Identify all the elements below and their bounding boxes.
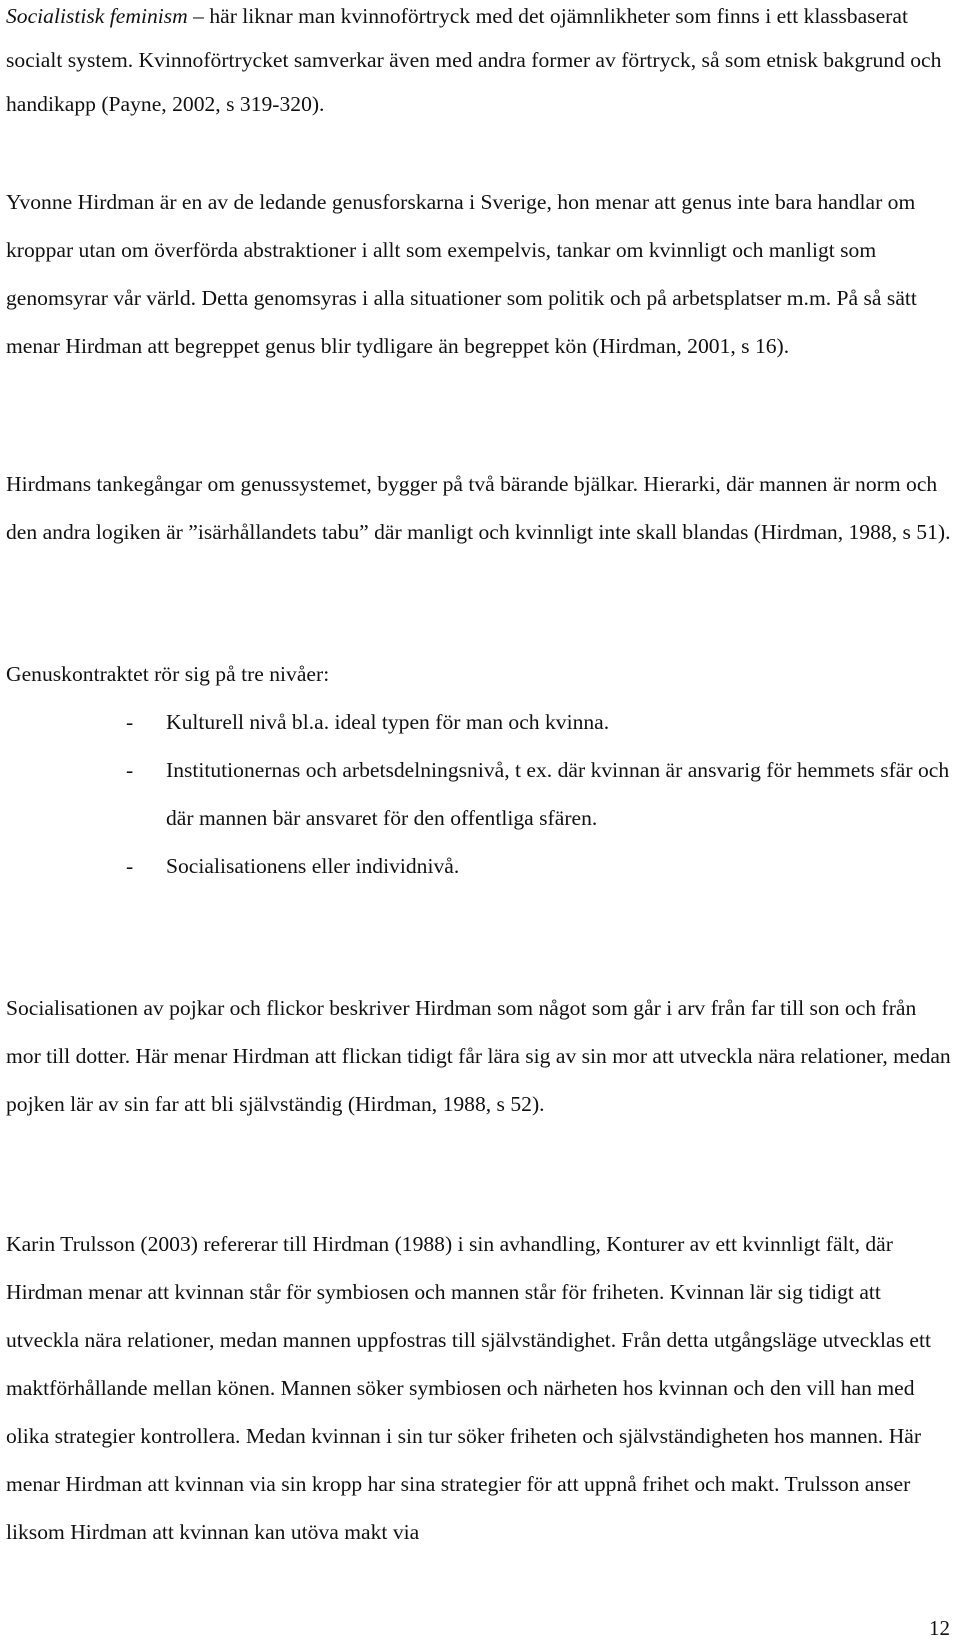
italic-term: Socialistisk feminism (6, 4, 188, 28)
list-item-text: Kulturell nivå bl.a. ideal typen för man och kvinna. (166, 710, 610, 734)
paragraph-text: – här liknar man kvinnoförtryck med det ojämnlikheter som finns i ett klassbaserat socialt system. Kvinnoförtrycket samverkar även med andra former av förtryck, så som etnisk bakgrund och handikapp (Payne, 2002, s 319-320). (6, 4, 942, 116)
list-item-text: Institutionernas och arbetsdelningsnivå, t ex. där kvinnan är ansvarig för hemmets sfär och där mannen bär ansvaret för den offentliga sfären. (166, 758, 950, 830)
paragraph-genuskontraktet-intro: Genuskontraktet rör sig på tre nivåer: (6, 662, 330, 686)
list-item (118, 842, 958, 890)
paragraph-socialist-feminism (6, 0, 954, 126)
paragraph-genussystemet: Hirdmans tankegångar om genussystemet, bygger på två bärande bjälkar. Hierarki, där mannen är norm och den andra logiken är ”isärhållandets tabu” där manligt och kvinnligt inte skall blandas (Hirdman, 1988, s 51). (6, 472, 951, 544)
list-dash: - (126, 758, 134, 782)
list-item (118, 698, 958, 746)
list-dash: - (126, 710, 134, 734)
list-item-text: Socialisationens eller individnivå. (166, 854, 460, 878)
page-number: 12 (929, 1616, 950, 1640)
list-dash: - (126, 854, 134, 878)
list-item (118, 746, 958, 842)
paragraph-trulsson: Karin Trulsson (2003) refererar till Hirdman (1988) i sin avhandling, Konturer av ett kvinnligt fält, där Hirdman menar att kvinnan står för symbiosen och mannen står för friheten. Kvinnan lär sig tidigt att utveckla nära relationer, medan mannen uppfostras till självständighet. Från detta utgångsläge utvecklas ett maktförhållande mellan könen. Mannen söker symbiosen och närheten hos kvinnan och den vill han med olika strategier kontrollera. Medan kvinnan i sin tur söker friheten och självständigheten hos mannen. Här menar Hirdman att kvinnan via sin kropp har sina strategier för att uppnå frihet och makt. Trulsson anser liksom Hirdman att kvinnan kan utöva makt via (6, 1232, 931, 1544)
paragraph-socialisation: Socialisationen av pojkar och flickor beskriver Hirdman som något som går i arv från far till son och från mor till dotter. Här menar Hirdman att flickan tidigt får lära sig av sin mor att utveckla nära relationer, medan pojken lär av sin far att bli självständig (Hirdman, 1988, s 52). (6, 996, 951, 1116)
paragraph-hirdman-genus: Yvonne Hirdman är en av de ledande genusforskarna i Sverige, hon menar att genus inte bara handlar om kroppar utan om överförda abstraktioner i allt som exempelvis, tankar om kvinnligt och manligt som genomsyrar vår värld. Detta genomsyras i alla situationer som politik och på arbetsplatser m.m. På så sätt menar Hirdman att begreppet genus blir tydligare än begreppet kön (Hirdman, 2001, s 16). (6, 190, 917, 358)
levels-list (118, 698, 958, 890)
